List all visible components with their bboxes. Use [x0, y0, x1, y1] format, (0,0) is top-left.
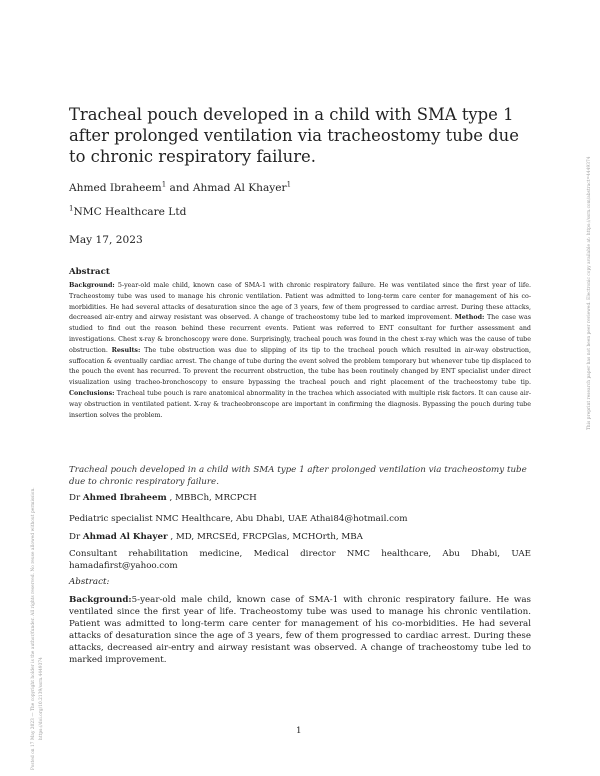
author-1-name: Ahmed Ibraheem — [69, 182, 162, 194]
author-2-credentials-line — [69, 531, 531, 543]
right-margin-note: This preprint research paper has not been peer reviewed. Electronic copy available at: https://ssrn.com/abstract=4449374 — [586, 156, 591, 430]
left-margin-note-2: https://doi.org/10.2139/ssrn.4449374 — [38, 657, 43, 740]
author-2-email: hamadafirst@yahoo.com — [69, 561, 178, 571]
abstract-results-label: Results: — [111, 346, 141, 354]
author-1-full-name: Ahmed Ibraheem — [82, 493, 167, 503]
author-1-credentials-line — [69, 492, 531, 504]
author-2-position-line-1: Consultant rehabilitation medicine, Medical director NMC healthcare, Abu Dhabi, UAE — [69, 549, 531, 559]
abstract-conclusions-label: Conclusions: — [69, 389, 115, 397]
abstract-method-text: The case was studied to find out the reason behind these recurrent events. Patient was referred to ENT consultant for further assessment and investigations. Chest x-ray & bronchoscopy were done. Surprisingly, tracheal pouch was found in the chest x-ray which was the cause of tube obstruction. — [69, 314, 531, 354]
author-line — [69, 182, 291, 194]
author-2-name: Ahmad Al Khayer — [192, 182, 287, 194]
author-1-position: Pediatric specialist NMC Healthcare, Abu Dhabi, UAE Athai84@hotmail.com — [69, 514, 408, 524]
abstract-conclusions-text: Tracheal tube pouch is rare anatomical abnormality in the trachea which associated with multiple risk factors. It can cause air-way obstruction in ventilated patient. X-ray & tracheobronscope are important in confirming the diagnosis. Bypassing the pouch during tube insertion solves the problem. — [69, 389, 531, 419]
author-2-credentials: , MD, MRCSEd, FRCPGlas, MCHOrth, MBA — [167, 532, 363, 542]
abstract-background-label: Background: — [69, 282, 115, 289]
left-margin-note-1: Posted on 17 May 2023 — The copyright holder is the author/funder. All rights reserved. No reuse allowed without permission. — [30, 487, 35, 770]
affiliation-marker: 1 — [69, 204, 74, 213]
author-conjunction: and — [169, 182, 190, 194]
affiliation — [69, 206, 186, 218]
body-abstract-label: Abstract: — [69, 577, 110, 587]
italic-paper-title: Tracheal pouch developed in a child with SMA type 1 after prolonged ventilation via tracheostomy tube due to chronic respiratory failure. — [69, 465, 527, 487]
abstract-body — [69, 281, 531, 421]
page-number: 1 — [296, 726, 302, 736]
publication-date: May 17, 2023 — [69, 234, 143, 246]
affiliation-name: NMC Healthcare Ltd — [73, 206, 187, 218]
author-1-prefix: Dr — [69, 493, 83, 503]
abstract-results-text: The tube obstruction was due to slipping of its tip to the tracheal pouch which resulted in air-way obstruction, suffocation & eventually cardiac arrest. The change of tube during the event solved the problem temporary but whenever tube tip displaced to the pouch the event has recurred. To prevent the recurrent obstruction, the tube has been routinely changed by ENT specialist under direct visualization using tracheo-bronchoscopy to ensure bypassing the tracheal pouch and right placement of the tracheostomy tube tip. — [69, 346, 531, 387]
abstract-method-label: Method: — [454, 314, 485, 322]
abstract-heading: Abstract — [69, 267, 110, 277]
author-2-prefix: Dr — [69, 532, 83, 542]
body-background-text: 5-year-old male child, known case of SMA-1 with chronic respiratory failure. He was ventilated since the first year of life. Tracheostomy tube was used to manage his chronic ventilation. Patient was admitted to long-term care center for management of his co-morbidities. He had several attacks of desaturation since the age of 3 years, few of them progressed to cardiac arrest. During these attacks, decreased air-entry and airway resistant was observed. A change of tracheostomy tube led to marked improvement. — [69, 595, 531, 665]
author-2-full-name: Ahmad Al Khayer — [82, 532, 168, 542]
author-1-affiliation-marker: 1 — [161, 180, 167, 189]
paper-title: Tracheal pouch developed in a child with SMA type 1 after prolonged ventilation via tracheostomy tube due to chronic respiratory failure. — [69, 105, 519, 166]
author-1-credentials: , MBBCh, MRCPCH — [166, 493, 257, 503]
abstract-background-text: 5-year-old male child, known case of SMA-1 with chronic respiratory failure. He was ventilated since the first year of life. Tracheostomy tube was used to manage his chronic ventilation. Patient was admitted to long-term care center for management of his co-morbidities. He had several attacks of desaturation since the age of 3 years, few of them progressed to cardiac arrest. During these attacks, decreased air-entry and airway resistant was observed. A change of tracheostomy tube led to marked improvement. — [69, 282, 531, 322]
author-2-affiliation-marker: 1 — [286, 180, 292, 189]
body-background-label: Background: — [69, 595, 132, 605]
body-background-paragraph — [69, 594, 531, 666]
